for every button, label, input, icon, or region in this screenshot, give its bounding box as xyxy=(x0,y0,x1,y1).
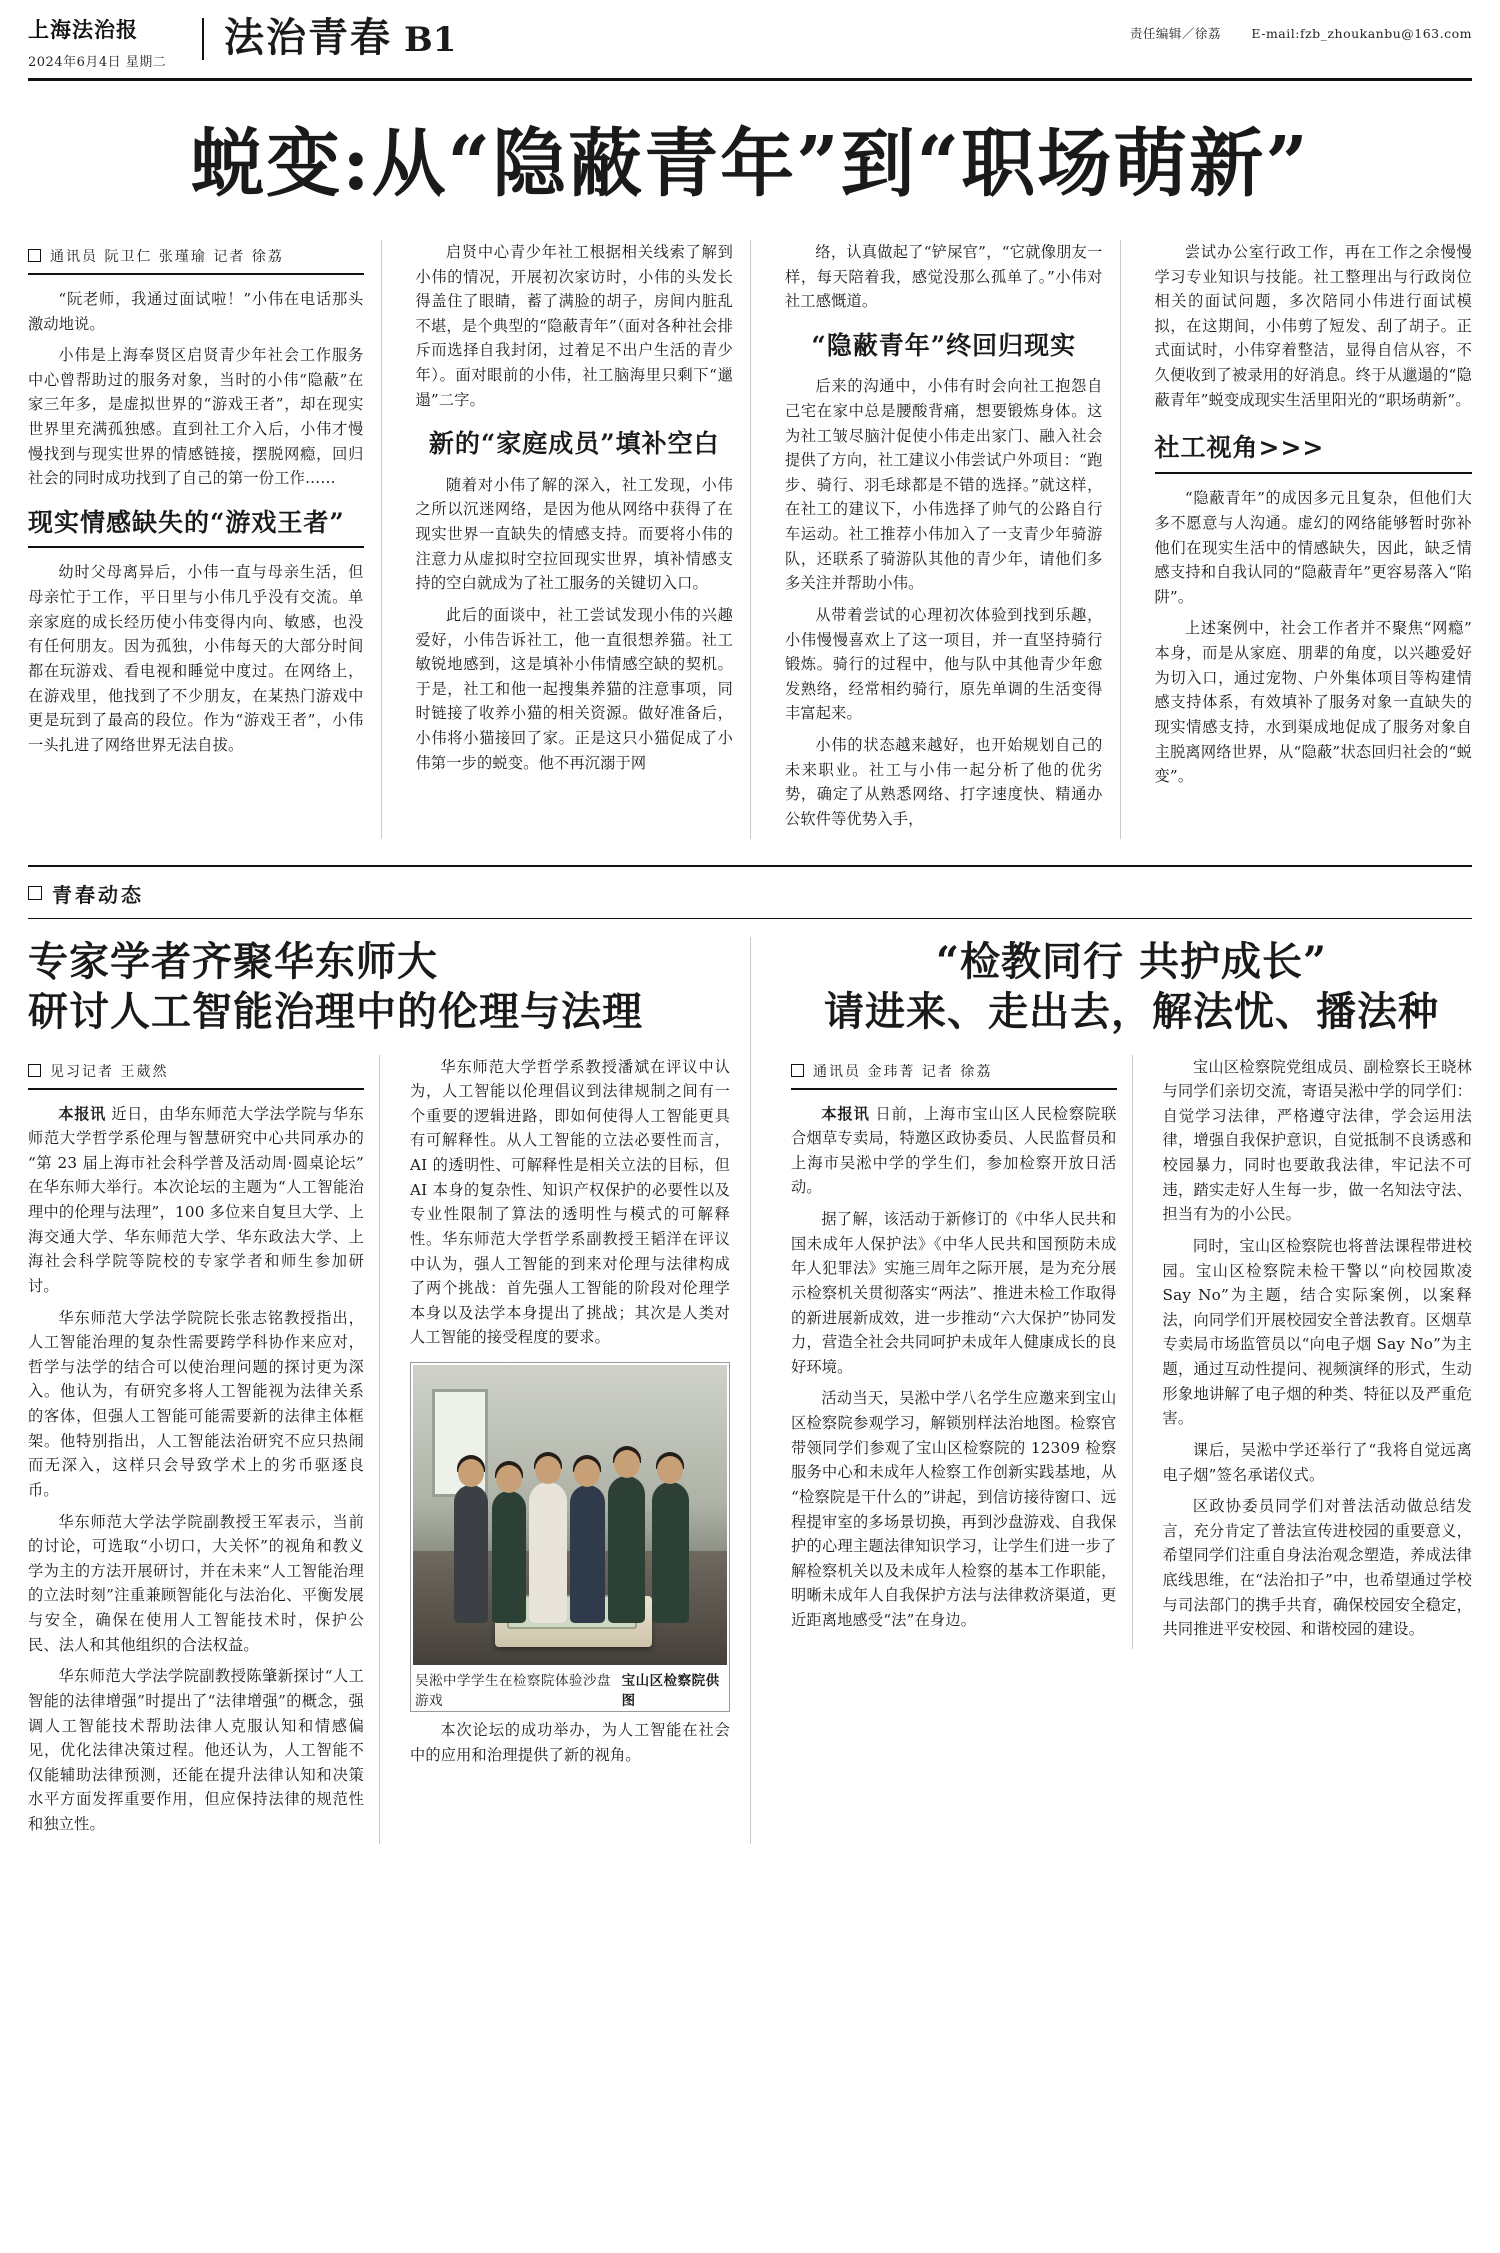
paragraph: 幼时父母离异后，小伟一直与母亲生活，但母亲忙于工作，平日里与小伟几乎没有交流。单亲家庭的成长经历使小伟变得内向、敏感，也没有任何朋友。因为孤独，小伟每天的大部分时间都在玩游戏、看电视和睡觉中度过。在网络上，在游戏里，他找到了不少朋友，在某热门游戏中更是玩到了最高的段位。作为“游戏王者”，小伟一头扎进了网络世界无法自拔。 xyxy=(28,563,364,754)
paragraph: 上述案例中，社会工作者并不聚焦“网瘾”本身，而是从家庭、朋辈的角度，以兴趣爱好为切入口，通过宠物、户外集体项目等构建情感支持体系，有效填补了服务对象一直缺失的现实情感支持，水到渠成地促成了服务对象自主脱离网络世界，从“隐蔽”状态回归社会的“蜕变”。 xyxy=(1154,619,1472,786)
headline-line-2: 请进来、走出去，解法忧、播法种 xyxy=(824,987,1439,1035)
paragraph-text: 近日，由华东师范大学法学院与华东师范大学哲学系伦理与智慧研究中心共同承办的“第 23 届上海市社会科学普及活动周·圆桌论坛”在华东师大举行。本次论坛的主题为“人工智能治理中的伦理与法理”，100 多位来自复旦大学、上海交通大学、华东师范大学、华东政法大学、上海社会科学院等院校的专家学者和师生参加研讨。 xyxy=(28,1104,364,1295)
masthead xyxy=(28,14,1472,81)
bullet-square-icon xyxy=(791,1064,804,1077)
paragraph xyxy=(28,1102,364,1299)
subheading: “隐蔽青年”终回归现实 xyxy=(811,330,1077,360)
paragraph: 宝山区检察院党组成员、副检察长王晓林与同学们亲切交流，寄语吴淞中学的同学们：自觉学习法律，严格遵守法律，学会运用法律，增强自我保护意识，自觉抵制不良诱惑和校园暴力，同时也要敢我法律，牢记法不可违，踏实走好人生每一步，做一名知法守法、担当有为的小公民。 xyxy=(1162,1057,1472,1224)
newspaper-logo: 上海法治报 xyxy=(28,17,138,42)
paragraph: 同时，宝山区检察院也将普法课程带进校园。宝山区检察院未检干警以“向校园欺凌 Say No”为主题，结合实际案例，以案释法，向同学们开展校园安全普法教育。区烟草专卖局市场监管员以“向电子烟 Say No”为主题，通过互动性提问、视频演绎的形式，生动形象地讲解了电子烟的种类、特征以及严重危害。 xyxy=(1162,1236,1472,1428)
article-column-2 xyxy=(379,1055,730,1844)
section-title-block xyxy=(202,14,457,61)
photo-person-head xyxy=(535,1456,561,1484)
paragraph: 尝试办公室行政工作，再在工作之余慢慢学习专业知识与技能。社工整理出与行政岗位相关的面试问题，多次陪同小伟进行面试模拟，在这期间，小伟剪了短发、刮了胡子。正式面试时，小伟穿着整洁，显得自信从容，不久便收到了被录用的好消息。终于从邋遢的“隐蔽青年”蜕变成现实生活里阳光的“职场萌新”。 xyxy=(1154,242,1472,409)
section-header-youth-news xyxy=(28,865,1472,908)
photo-person-head xyxy=(574,1459,600,1487)
paragraph: 华东师范大学哲学系教授潘斌在评议中认为，人工智能以伦理倡议到法律规制之间有一个重要的逻辑进路，即如何使得人工智能更具有可解释性。从人工智能的立法必要性而言，AI 的透明性、可解释性是相关立法的目标，但 AI 本身的复杂性、知识产权保护的必要性以及专业性限制了算法的透明性与模式的可解释性。华东师范大学哲学系副教授王韬洋在评议中认为，强人工智能的到来对伦理与法律构成了两个挑战：首先强人工智能的阶段对伦理学本身以及法学本身提出了挑战；其次是人类对人工智能的接受程度的要求。 xyxy=(410,1057,730,1347)
paragraph: 课后，吴淞中学还举行了“我将自觉远离电子烟”签名承诺仪式。 xyxy=(1162,1440,1472,1484)
article-columns xyxy=(791,1055,1472,1649)
photo-caption-row xyxy=(413,1665,727,1709)
article-byline xyxy=(791,1055,1117,1090)
paragraph: 络，认真做起了“铲屎官”，“它就像朋友一样，每天陪着我，感觉没那么孤单了。”小伟对社工感慨道。 xyxy=(785,242,1103,311)
paragraph: 从带着尝试的心理初次体验到找到乐趣，小伟慢慢喜欢上了这一项目，并一直坚持骑行锻炼。骑行的过程中，他与队中其他青少年愈发熟络，经常相约骑行，原先单调的生活变得丰富起来。 xyxy=(785,605,1103,723)
photo-person-head xyxy=(657,1456,683,1484)
photo-person xyxy=(652,1482,690,1623)
photo-person-head xyxy=(496,1465,522,1493)
article-headline xyxy=(28,937,730,1037)
photo-caption: 吴淞中学学生在检察院体验沙盘游戏 xyxy=(415,1673,611,1710)
article-ai-ethics xyxy=(28,937,730,1844)
main-byline xyxy=(28,240,364,275)
paragraph: 随着对小伟了解的深入，社工发现，小伟之所以沉迷网络，是因为他从网络中获得了在现实世界一直缺失的情感支持。而要将小伟的注意力从虚拟时空拉回现实世界，填补情感支持的空白就成为了社工服务的关键切入口。 xyxy=(415,475,733,593)
dateline-label: 本报讯 xyxy=(821,1104,870,1123)
headline-line-1: “检教同行 共护成长” xyxy=(936,937,1327,985)
paragraph: 此后的面谈中，社工尝试发现小伟的兴趣爱好，小伟告诉社工，他一直很想养猫。社工敏锐地感到，这是填补小伟情感空缺的契机。于是，社工和他一起搜集养猫的注意事项，同时链接了收养小猫的相关资源。做好准备后，小伟将小猫接回了家。正是这只小猫促成了小伟第一步的蜕变。他不再沉溺于网 xyxy=(415,605,733,772)
article-prosecutor-school xyxy=(750,937,1472,1844)
bullet-square-icon xyxy=(28,249,41,262)
photo-credit: 宝山区检察院供图 xyxy=(621,1673,720,1710)
photo-person xyxy=(570,1485,605,1623)
editor-label: 责任编辑／徐荔 xyxy=(1129,26,1221,41)
article-column-1 xyxy=(28,1055,364,1844)
divider xyxy=(28,918,1472,919)
bullet-square-icon xyxy=(28,886,42,900)
photo-person-head xyxy=(614,1450,640,1478)
article-photo xyxy=(410,1362,730,1712)
headline-line-2: 研讨人工智能治理中的伦理与法理 xyxy=(28,987,643,1035)
editor-email: E-mail:fzb_zhoukanbu@163.com xyxy=(1251,26,1472,41)
paragraph: 小伟是上海奉贤区启贤青少年社会工作服务中心曾帮助过的服务对象，当时的小伟“隐蔽”在家三年多，是虚拟世界的“游戏王者”，却在现实世界里充满孤独感。直到社工介入后，小伟才慢慢找到与现实世界的情感链接，摆脱网瘾，回归社会的同时成功找到了自己的第一份工作…… xyxy=(28,346,364,488)
paragraph: 本次论坛的成功举办，为人工智能在社会中的应用和治理提供了新的视角。 xyxy=(410,1721,730,1764)
main-article-body xyxy=(28,240,1472,839)
headline-line-1: 专家学者齐聚华东师大 xyxy=(28,937,438,985)
photo-image xyxy=(413,1365,727,1665)
byline-text: 通讯员 阮卫仁 张瑾瑜 记者 徐荔 xyxy=(50,248,284,265)
page-number: B1 xyxy=(404,20,457,60)
bullet-square-icon xyxy=(28,1064,41,1077)
paragraph: 区政协委员同学们对普法活动做总结发言，充分肯定了普法宣传进校园的重要意义，希望同学们注重自身法治观念塑造，养成法律底线思维，在“法治扣子”中，也希望通过学校与司法部门的携手共育，确保校园安全稳定，共同推进平安校园、和谐校园的建设。 xyxy=(1162,1497,1472,1639)
main-column-4 xyxy=(1120,240,1473,839)
paragraph: 华东师范大学法学院院长张志铭教授指出，人工智能治理的复杂性需要跨学科协作来应对，哲学与法学的结合可以使治理问题的探讨更为深入。他认为，有研究多将人工智能视为法律关系的客体，但强人工智能可能需要新的法律主体框架。他特别指出，人工智能法治研究不应只热闹而无深入，这样只会导致学术上的劣币驱逐良币。 xyxy=(28,1308,364,1499)
masthead-contact xyxy=(1104,18,1472,42)
main-column-3 xyxy=(750,240,1103,839)
article-columns xyxy=(28,1055,730,1844)
article-column-2 xyxy=(1132,1055,1473,1649)
byline-text: 见习记者 王葳然 xyxy=(50,1063,169,1080)
photo-person xyxy=(529,1482,567,1623)
photo-person-head xyxy=(458,1459,484,1487)
subheading: 新的“家庭成员”填补空白 xyxy=(428,429,720,459)
photo-person xyxy=(608,1476,646,1623)
main-column-2 xyxy=(381,240,734,839)
main-headline: 蜕变:从“隐蔽青年”到“职场萌新” xyxy=(190,121,1310,208)
paragraph: 小伟的状态越来越好，也开始规划自己的未来职业。社工与小伟一起分析了他的优劣势，确定了从熟悉网络、打字速度快、精通办公软件等优势入手， xyxy=(785,736,1103,828)
secondary-articles xyxy=(28,937,1472,1844)
paragraph: 后来的沟通中，小伟有时会向社工抱怨自己宅在家中总是腰酸背痛，想要锻炼身体。这为社工皱尽脑汁促使小伟走出家门、融入社会提供了方向，社工建议小伟尝试户外项目：“跑步、骑行、羽毛球都是不错的选择。”就这样，在社工的建议下，小伟选择了帅气的公路自行车运动。社工推荐小伟加入了一支青少年骑游队，还联系了骑游队其他的青少年，请他们多多关注并帮助小伟。 xyxy=(785,377,1103,593)
dateline-label: 本报讯 xyxy=(58,1104,106,1123)
paragraph: “阮老师，我通过面试啦！”小伟在电话那头激动地说。 xyxy=(28,289,364,333)
photo-person xyxy=(454,1485,489,1623)
section-label: 青春动态 xyxy=(52,882,144,907)
paragraph xyxy=(791,1102,1117,1201)
photo-person xyxy=(492,1491,527,1623)
byline-text: 通讯员 金玮菁 记者 徐荔 xyxy=(813,1063,993,1080)
subheading: 现实情感缺失的“游戏王者” xyxy=(28,507,364,549)
publication-date: 2024年6月4日 星期二 xyxy=(28,55,167,71)
paragraph: 华东师范大学法学院副教授王军表示，当前的讨论，可选取“小切口，大关怀”的视角和教义学为主的方法开展研讨，并在未来“人工智能治理的立法时刻”注重兼顾智能化与法治化、平衡发展与安全，确保在使用人工智能技术时，保护公民、法人和其他组织的合法权益。 xyxy=(28,1512,364,1654)
article-byline xyxy=(28,1055,364,1090)
viewpoint-heading: 社工视角>>> xyxy=(1155,428,1473,474)
paragraph: 启贤中心青少年社工根据相关线索了解到小伟的情况，开展初次家访时，小伟的头发长得盖住了眼睛，蓄了满脸的胡子，房间内脏乱不堪，是个典型的“隐蔽青年”（面对各种社会排斥而选择自我封闭，过着足不出户生活的青少年）。面对眼前的小伟，社工脑海里只剩下“邋遢”二字。 xyxy=(415,242,733,409)
section-name: 法治青春 xyxy=(224,14,392,61)
paragraph: “隐蔽青年”的成因多元且复杂，但他们大多不愿意与人沟通。虚幻的网络能够暂时弥补他们在现实生活中的情感缺失，因此，缺乏情感支持和自我认同的“隐蔽青年”更容易落入“陷阱”。 xyxy=(1154,489,1472,606)
paragraph-text: 日前，上海市宝山区人民检察院联合烟草专卖局，特邀区政协委员、人民监督员和上海市吴淞中学的学生们，参加检察开放日活动。 xyxy=(791,1104,1117,1197)
article-headline xyxy=(791,937,1472,1037)
main-column-1 xyxy=(28,240,364,839)
masthead-left xyxy=(28,18,198,70)
paragraph: 据了解，该活动于新修订的《中华人民共和国未成年人保护法》《中华人民共和国预防未成年人犯罪法》实施三周年之际开展，是为充分展示检察机关贯彻落实“两法”、推进未检工作取得的新进展新成效，进一步推动“六大保护”协同发力，营造全社会共同呵护未成年人健康成长的良好环境。 xyxy=(791,1210,1117,1376)
paragraph: 华东师范大学法学院副教授陈肇新探讨“人工智能的法律增强”时提出了“法律增强”的概念，强调人工智能技术帮助法律人克服认知和情感偏见，优化法律决策过程。他还认为，人工智能不仅能辅助法律预测，还能在提升法律认知和决策水平方面发挥重要作用，但应保持法律的规范性和独立性。 xyxy=(28,1667,364,1834)
paragraph: 活动当天，吴淞中学八名学生应邀来到宝山区检察院参观学习，解锁别样法治地图。检察官带领同学们参观了宝山区检察院的 12309 检察服务中心和未成年人检察工作创新实践基地，从“检察院是干什么的”讲起，到信访接待窗口、远程提审室的多场景切换，再到沙盘游戏、自我保护的心理主题法律知识学习，让学生们进一步了解检察机关以及未成年人检察的基本工作职能，明晰未成年人自我保护方法与法律救济渠道，更近距离地感受“法”在身边。 xyxy=(791,1389,1117,1630)
article-column-1 xyxy=(791,1055,1117,1649)
